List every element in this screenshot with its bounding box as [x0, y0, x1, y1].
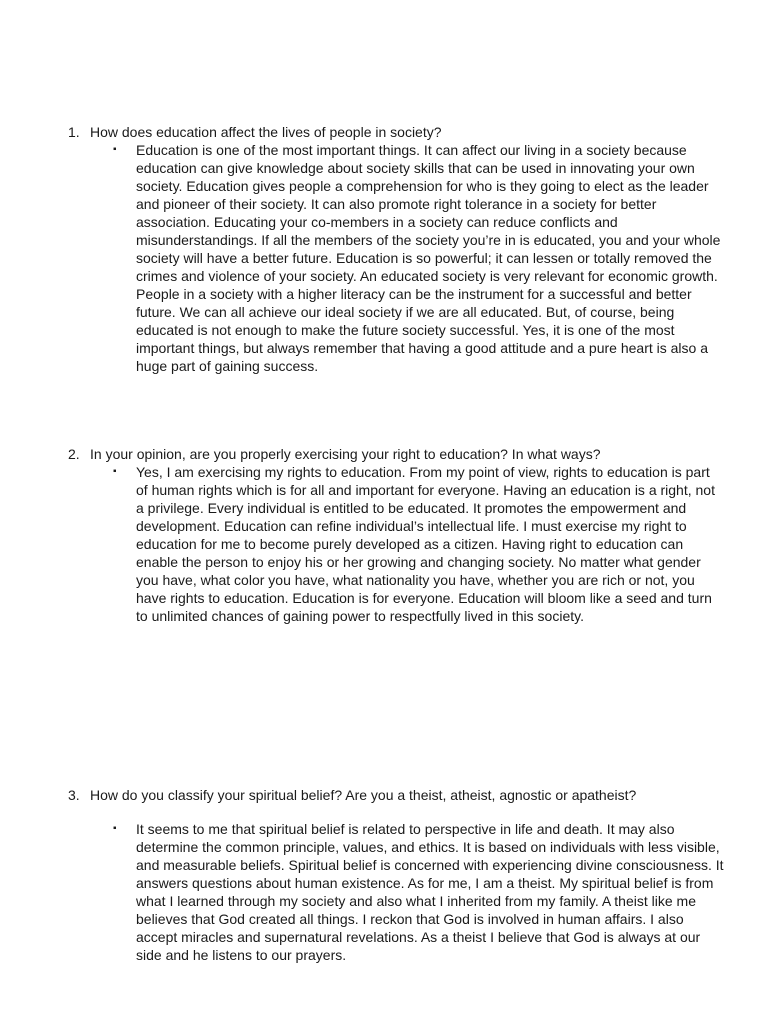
answer-2: [113, 463, 725, 625]
question-text: In your opinion, are you properly exercising your right to education? In what ways?: [90, 446, 601, 462]
answer-text: Yes, I am exercising my rights to education. From my point of view, rights to education is part of human rights which is for all and important for everyone. Having an education is a right, not a privilege. Every individual is entitled to be educated. It promotes the empowerment and development. Education can refine individual’s intellectual life. I must exercise my right to education for me to become purely developed as a citizen. Having right to education can enable the person to enjoy his or her growing and changing society. No matter what gender you have, what color you have, what nationality you have, whether you are rich or not, you have rights to education. Education is for everyone. Education will bloom like a seed and turn to unlimited chances of gaining power to respectfully lived in this society.: [136, 464, 715, 624]
answer-1: [113, 141, 725, 375]
question-text: How do you classify your spiritual belief? Are you a theist, atheist, agnostic or apatheist?: [90, 787, 637, 803]
bullet-icon: ▪: [113, 823, 117, 834]
answer-text: It seems to me that spiritual belief is related to perspective in life and death. It may also determine the common principle, values, and ethics. It is based on individuals with less visible, and measurable beliefs. Spiritual belief is concerned with experiencing divine consciousness. It answers questions about human existence. As for me, I am a theist. My spiritual belief is from what I learned through my society and also what I inherited from my family. A theist like me believes that God created all things. I reckon that God is involved in human affairs. I also accept miracles and supernatural revelations. As a theist I believe that God is always at our side and he listens to our prayers.: [136, 821, 724, 963]
bullet-icon: ▪: [113, 466, 117, 477]
question-number: 2.: [68, 446, 80, 462]
question-text: How does education affect the lives of people in society?: [90, 124, 442, 140]
answer-3: [113, 820, 725, 964]
bullet-icon: ▪: [113, 144, 117, 155]
answer-text: Education is one of the most important things. It can affect our living in a society because education can give knowledge about society skills that can be used in innovating your own society. Education gives people a comprehension for who is they going to elect as the leader and pioneer of their society. It can also promote right tolerance in a society for better association. Educating your co-members in a society can reduce conflicts and misunderstandings. If all the members of the society you’re in is educated, you and your whole society will have a better future. Education is so powerful; it can lessen or totally removed the crimes and violence of your society. An educated society is very relevant for economic growth. People in a society with a higher literacy can be the instrument for a successful and better future. We can all achieve our ideal society if we are all educated. But, of course, being educated is not enough to make the future society successful. Yes, it is one of the most important things, but always remember that having a good attitude and a pure heart is also a huge part of gaining success.: [136, 142, 721, 374]
question-number: 3.: [68, 787, 80, 803]
question-number: 1.: [68, 124, 80, 140]
